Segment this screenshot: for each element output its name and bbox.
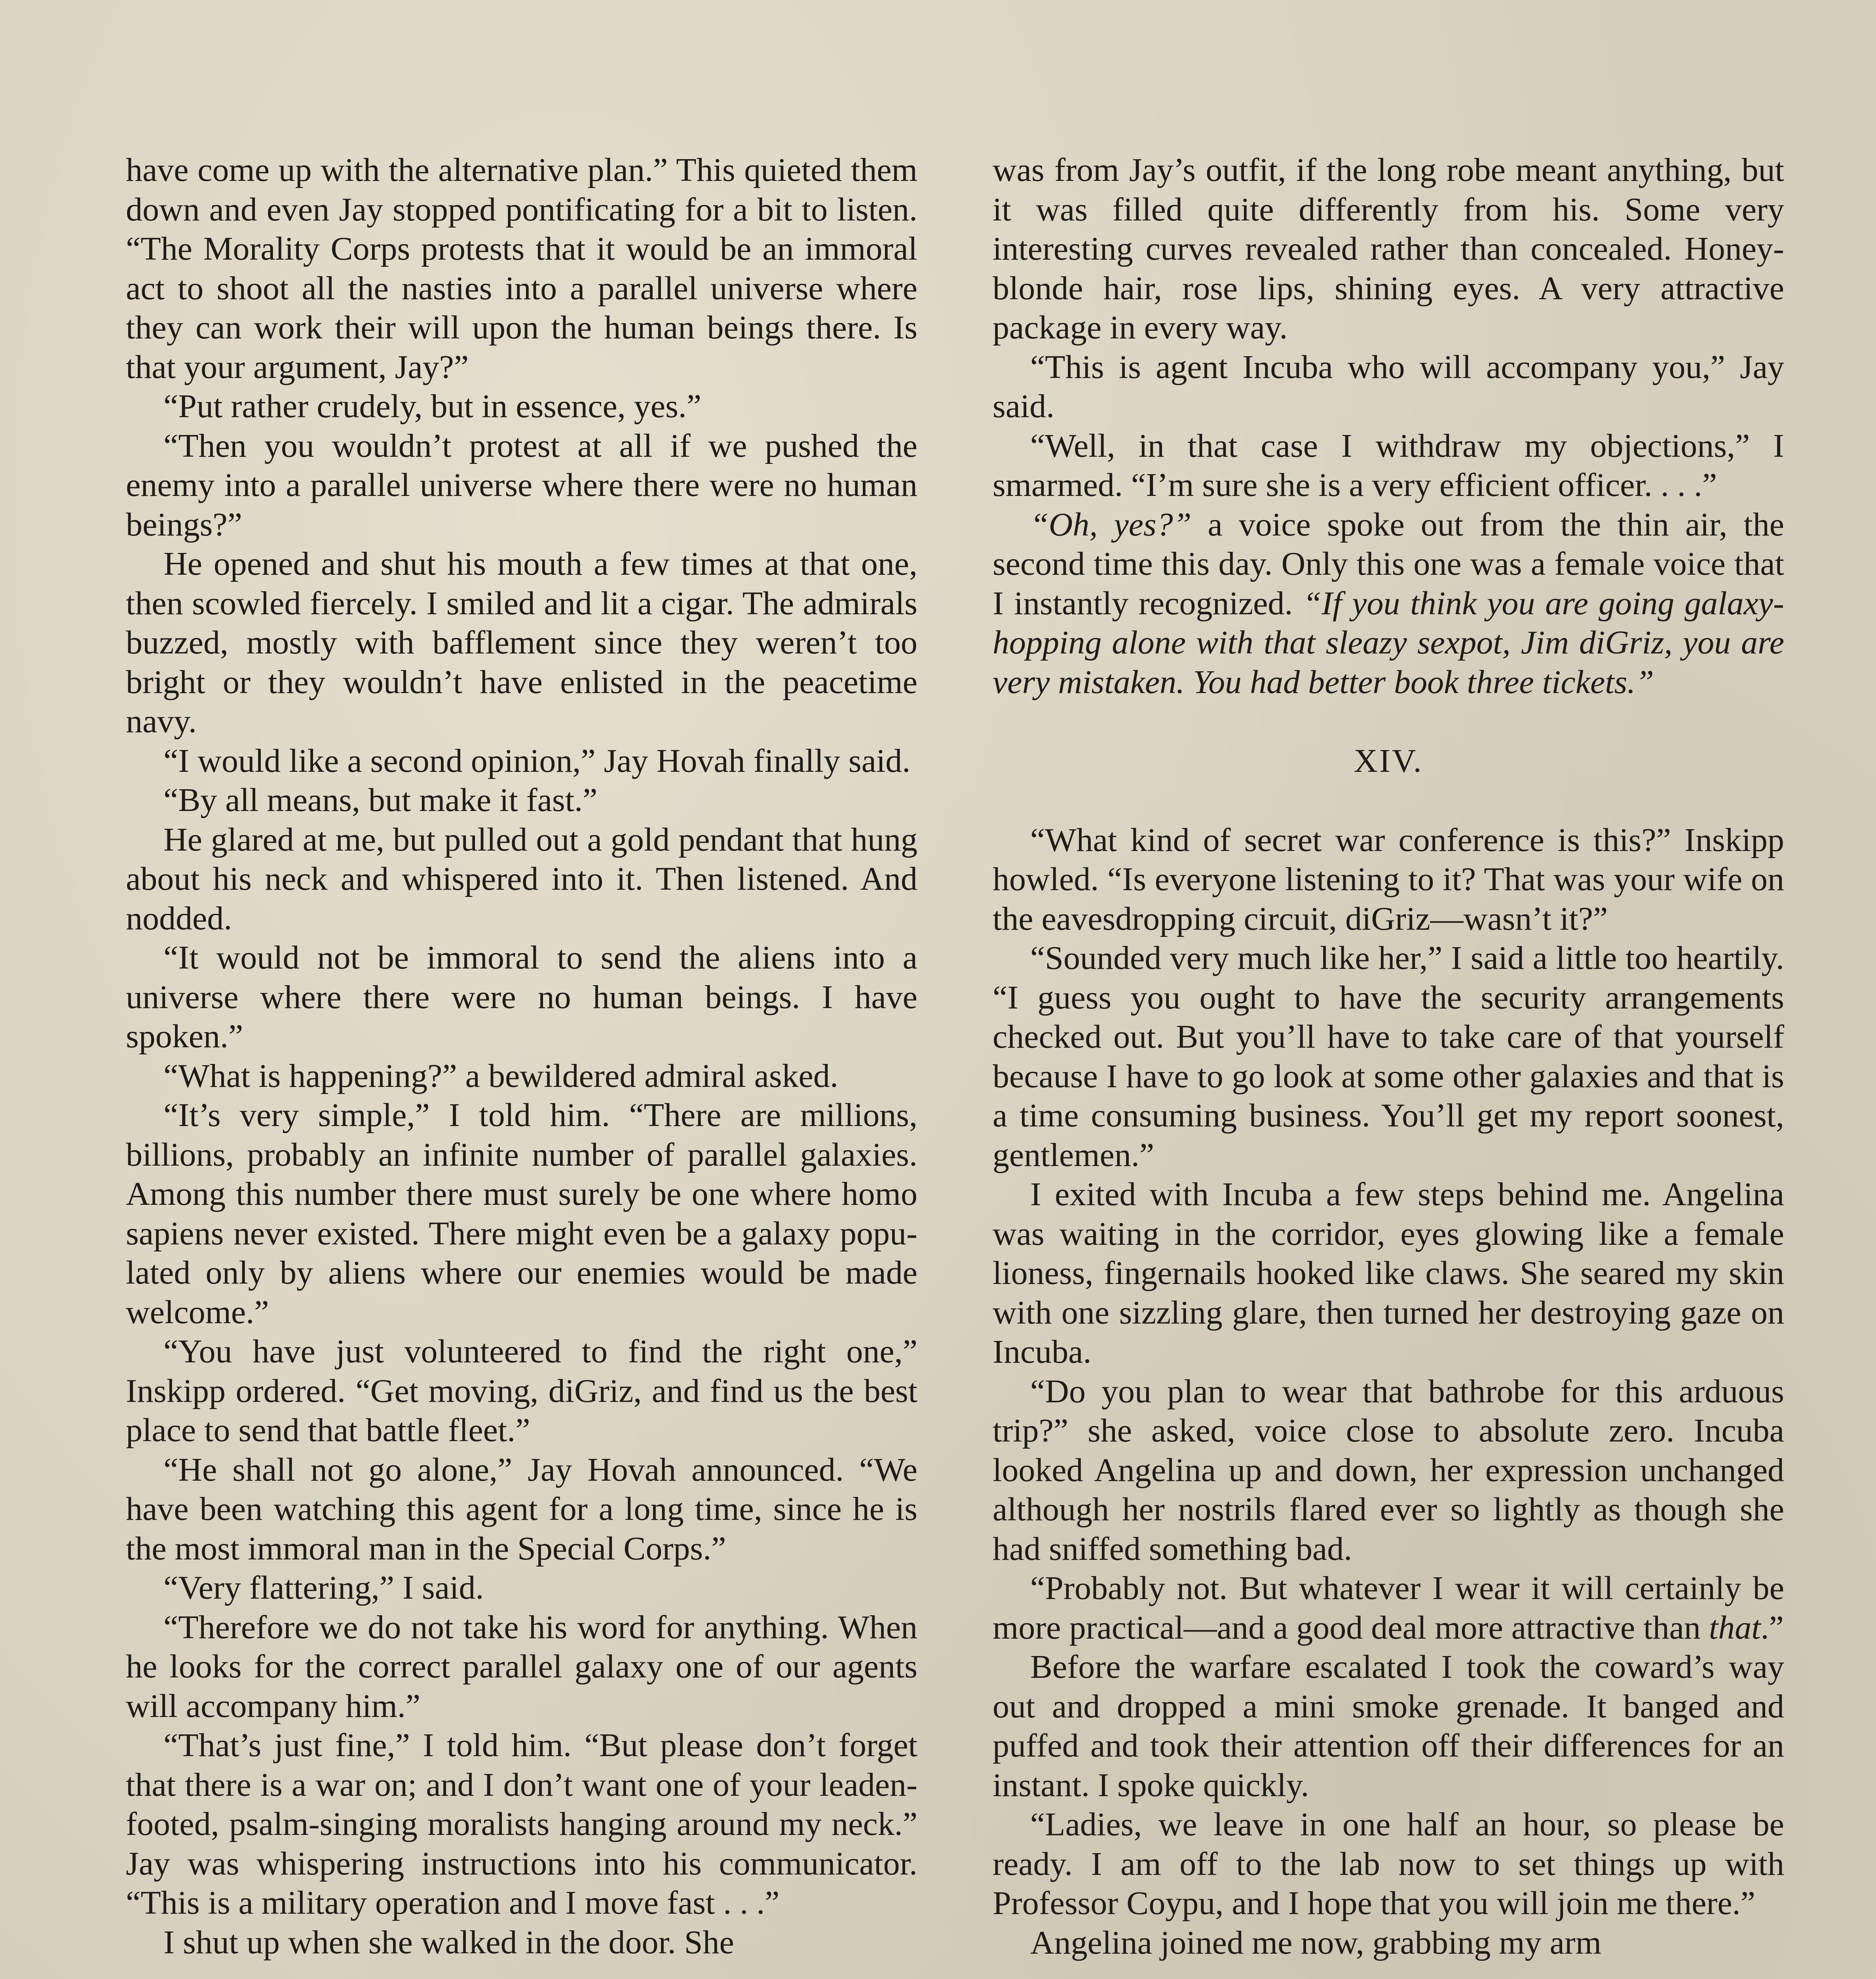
paragraph: “It’s very simple,” I told him. “There are millions, billions, probably an infinite number of parallel galaxies. Among this number there must surely be one where homo sapiens never existed. There might even be a galaxy populated only by aliens where our enemies would be made welcome.” bbox=[126, 1097, 917, 1331]
paragraph: Angelina joined me now, grabbing my arm bbox=[1030, 1924, 1602, 1961]
paragraph: “By all means, but make it fast.” bbox=[163, 782, 598, 819]
paragraph: “What kind of secret war conference is this?” Inskipp howled. “Is everyone listening to it? That was your wife on the eavesdropping circuit, diGriz—wasn’t it?” bbox=[993, 821, 1784, 937]
paragraph: He opened and shut his mouth a few times at that one, then scowled fiercely. I smiled and lit a cigar. The admirals buzzed, mostly with bafflement since they weren’t too bright or they wouldn’t have enlisted in the peacetime navy. bbox=[126, 545, 917, 740]
paragraph: “He shall not go alone,” Jay Hovah announced. “We have been watching this agent for a long time, since he is the most immoral man in the Special Corps.” bbox=[126, 1451, 917, 1567]
paragraph: “Sounded very much like her,” I said a little too heartily. “I guess you ought to have the security arrangements checked out. But you’ll have to take care of that yourself because I have to go look at some other galaxies and that is a time consuming business. You’ll get my report soonest, gentlemen.” bbox=[993, 940, 1784, 1174]
chapter-heading: XIV. bbox=[1354, 743, 1423, 779]
italic-text: that bbox=[1709, 1609, 1761, 1646]
paragraph: He glared at me, but pulled out a gold pendant that hung about his neck and whispered into it. Then listened. And nodded. bbox=[126, 821, 917, 937]
left-column bbox=[126, 150, 917, 1962]
paragraph: “Then you wouldn’t protest at all if we pushed the enemy into a parallel universe where there were no human beings?” bbox=[126, 427, 917, 543]
italic-text: “If you think you are going galaxy-hopping alone with that sleazy sexpot, Jim diGriz, you are very mistaken. You had better book three tickets.” bbox=[993, 585, 1785, 701]
paragraph: “It would not be immoral to send the aliens into a universe where there were no human beings. I have spoken.” bbox=[126, 939, 917, 1055]
paragraph-voice bbox=[993, 505, 1784, 702]
paragraph: “Very flattering,” I said. bbox=[163, 1569, 484, 1606]
paragraph bbox=[993, 1569, 1784, 1647]
paragraph: “You have just volunteered to find the right one,” Inskipp ordered. “Get moving, diGriz, and find us the best place to send that battle fleet.” bbox=[126, 1333, 917, 1449]
paragraph: I exited with Incuba a few steps behind me. Angelina was waiting in the corridor, eyes glowing like a female lioness, fingernails hooked like claws. She seared my skin with one sizzling glare, then turned her destroying gaze on Incuba. bbox=[993, 1176, 1784, 1370]
paragraph: have come up with the alternative plan.” This quieted them down and even Jay stopped pontificating for a bit to listen. “The Morality Corps protests that it would be an immoral act to shoot all the nasties into a parallel universe where they can work their will upon the human beings there. Is that your argument, Jay?” bbox=[126, 152, 917, 386]
paragraph: “Put rather crudely, but in essence, yes.” bbox=[163, 388, 702, 425]
paragraph-text: .” bbox=[1760, 1609, 1784, 1646]
paragraph: “Therefore we do not take his word for anything. When he looks for the correct parallel galaxy one of our agents will accompany him.” bbox=[126, 1609, 917, 1725]
italic-text: “Oh, yes?” bbox=[1030, 506, 1192, 543]
paragraph: I shut up when she walked in the door. She bbox=[163, 1924, 734, 1961]
paragraph: “I would like a second opinion,” Jay Hovah finally said. bbox=[163, 742, 911, 779]
paragraph-text: “Probably not. But whatever I wear it will certainly be more practical—and a good deal more attractive than bbox=[993, 1570, 1784, 1646]
paragraph: “This is agent Incuba who will accompany you,” Jay said. bbox=[993, 348, 1784, 425]
paragraph: “That’s just fine,” I told him. “But please don’t forget that there is a war on; and I don’t want one of your leaden-footed, psalm-singing moralists hanging around my neck.” Jay was whispering instructions into his communicator. “This is a military operation and I move fast . . .” bbox=[126, 1727, 917, 1921]
paragraph: was from Jay’s outfit, if the long robe meant anything, but it was filled quite differently from his. Some very interesting curves revealed rather than concealed. Honey-blonde hair, rose lips, shining eyes. A very attractive package in every way. bbox=[993, 152, 1784, 346]
paragraph: “What is happening?” a bewildered admiral asked. bbox=[163, 1057, 838, 1094]
paragraph: “Do you plan to wear that bathrobe for this arduous trip?” she asked, voice close to absolute zero. Incuba looked Angelina up and down, her expression unchanged although her nostrils flared ever so lightly as though she had sniffed something bad. bbox=[993, 1373, 1784, 1567]
paragraph: “Well, in that case I withdraw my objections,” I smarmed. “I’m sure she is a very efficient officer. . . .” bbox=[993, 427, 1784, 503]
paragraph: Before the warfare escalated I took the coward’s way out and dropped a mini smoke grenade. It banged and puffed and took their attention off their differences for an instant. I spoke quickly. bbox=[993, 1649, 1784, 1804]
right-column bbox=[993, 150, 1784, 1962]
paragraph: “Ladies, we leave in one half an hour, so please be ready. I am off to the lab now to set things up with Professor Coypu, and I hope that you will join me there.” bbox=[993, 1806, 1784, 1922]
paragraph-text: a voice spoke out from the thin air, the second time this day. Only this one was a female voice that I instantly recognized. bbox=[993, 506, 1784, 622]
